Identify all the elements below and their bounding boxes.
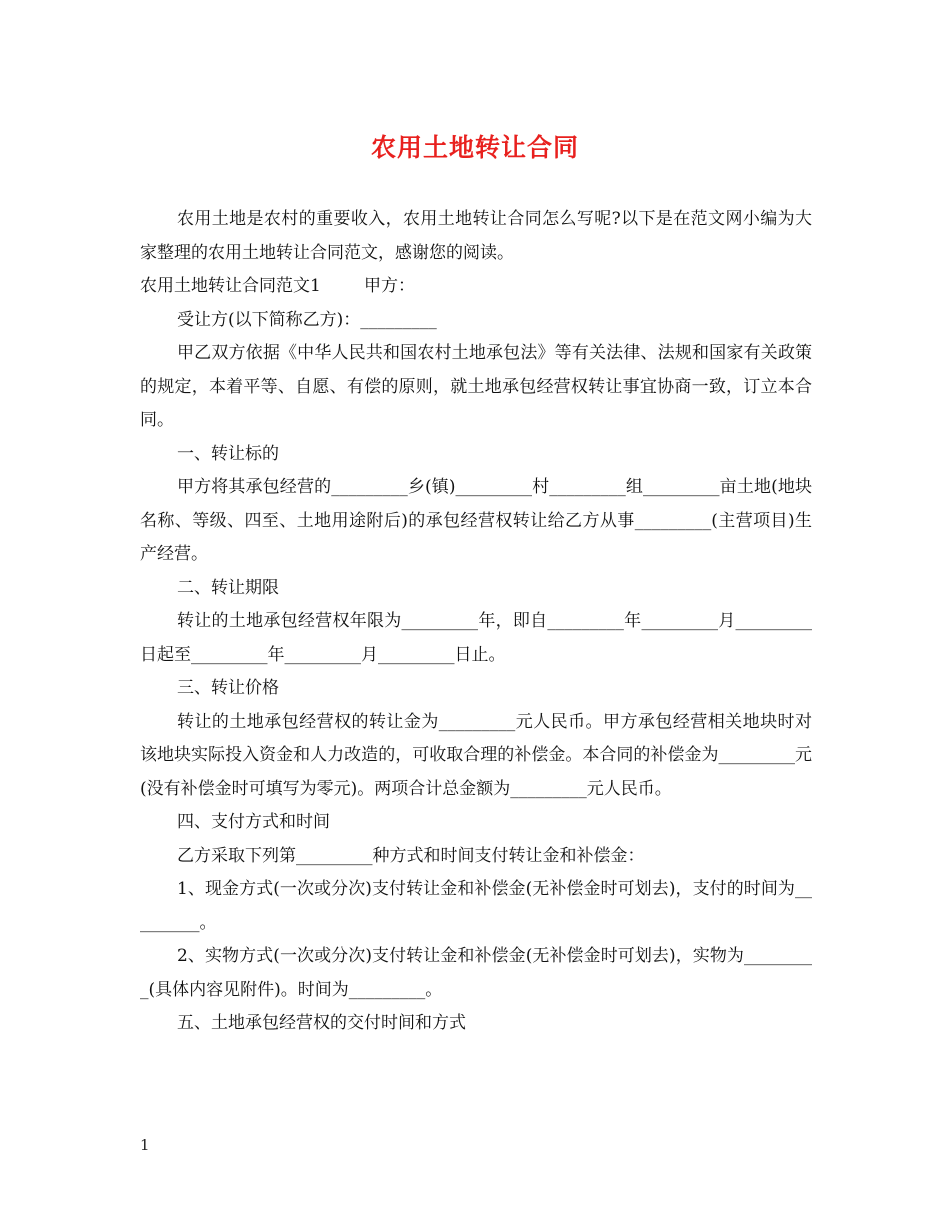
paragraph-intro: 农用土地是农村的重要收入，农用土地转让合同怎么写呢?以下是在范文网小编为大家整理的农用土地转让合同范文，感谢您的阅读。 [140,209,812,263]
paragraph-contract-heading: 农用土地转让合同范文1 甲方： [140,276,416,296]
paragraph-payment-method: 乙方采取下列第_________种方式和时间支付转让金和补偿金： [177,845,645,866]
section-heading-price: 三、转让价格 [177,678,279,698]
paragraph-price: 转让的土地承包经营权的转让金为_________元人民币。甲方承包经营相关地块时对该地块实际投入资金和人力改造的，可收取合理的补偿金。本合同的补偿金为_________元(没有补偿金时可填写为零元)。两项合计总金额为_________元人民币。 [140,711,812,799]
page-number: 1 [140,1136,150,1154]
paragraph-payment-in-kind: 2、实物方式(一次或分次)支付转让金和补偿金(无补偿金时可划去)，实物为_________(具体内容见附件)。时间为_________。 [140,946,812,1000]
section-heading-payment: 四、支付方式和时间 [177,812,330,832]
document-title: 农用土地转让合同 [370,133,579,162]
paragraph-transferee: 受让方(以下简称乙方)：_________ [177,309,437,330]
paragraph-basis: 甲乙双方依据《中华人民共和国农村土地承包法》等有关法律、法规和国家有关政策的规定，本着平等、自愿、有偿的原则，就土地承包经营权转让事宜协商一致，订立本合同。 [140,343,812,430]
section-heading-subject: 一、转让标的 [177,443,279,464]
paragraph-payment-cash: 1、现金方式(一次或分次)支付转让金和补偿金(无补偿金时可划去)，支付的时间为_________。 [140,879,812,933]
section-heading-term: 二、转让期限 [177,577,279,598]
section-heading-delivery: 五、土地承包经营权的交付时间和方式 [177,1013,466,1033]
paragraph-subject: 甲方将其承包经营的_________乡(镇)_________村_________组_________亩土地(地块名称、等级、四至、土地用途附后)的承包经营权转让给乙方从事_________(主营项目)生产经营。 [140,477,812,564]
paragraph-term: 转让的土地承包经营权年限为_________年，即自_________年_________月_________日起至_________年_________月_________日止。 [140,611,812,665]
document-body [140,203,812,1041]
